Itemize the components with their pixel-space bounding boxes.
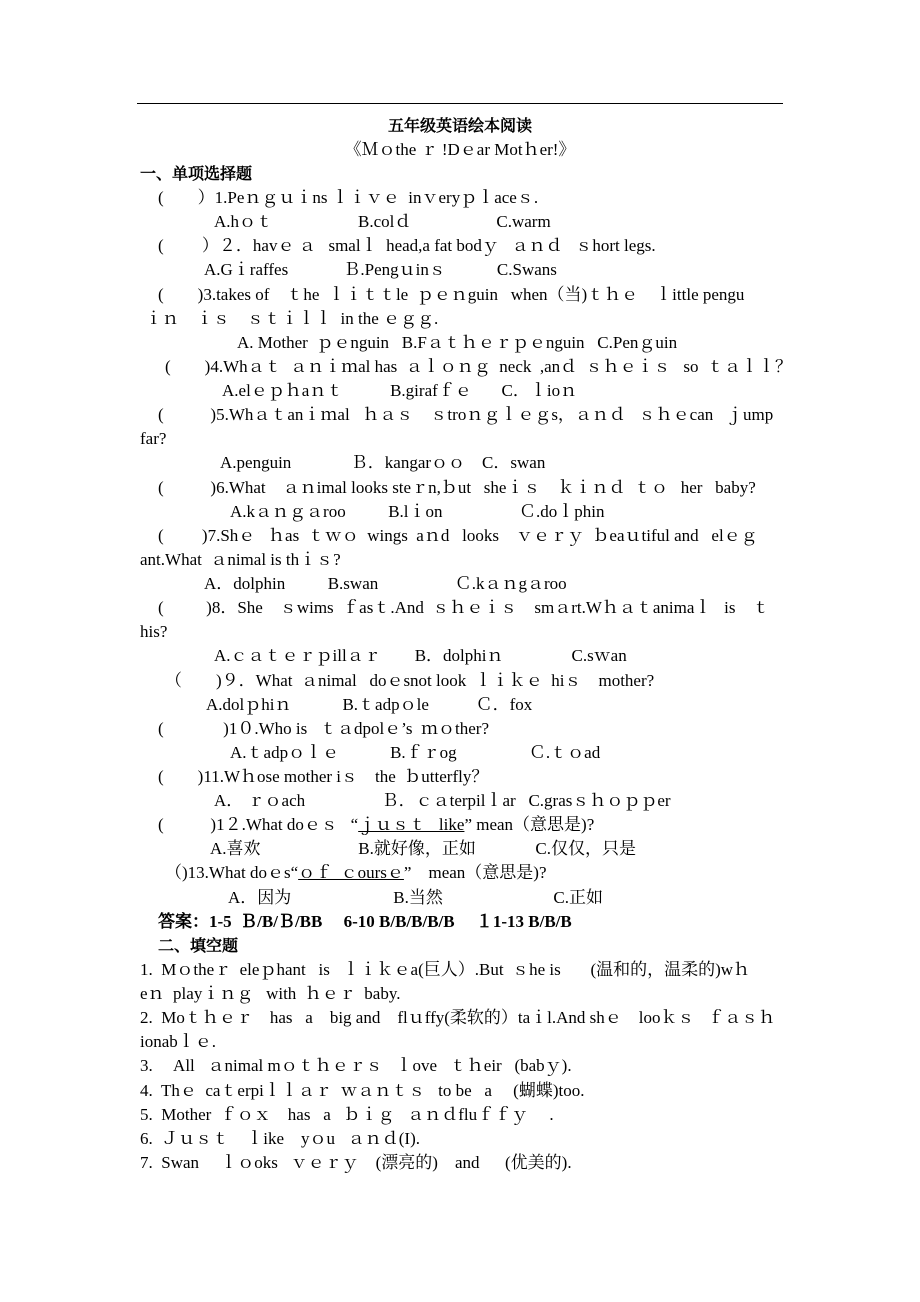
section-heading-choice: 一、单项选择题: [140, 164, 253, 183]
question-6-options: A.kａｎｇａroo B.lｉon Ｃ.doｌphin: [230, 502, 605, 521]
question-13-start: （)13.What doｅs“: [165, 863, 299, 882]
question-2: ( ）２．havｅ ａ smalｌ head,a fat bodｙ ａｎｄ ｓhort legs.: [158, 236, 656, 255]
fill-1-cont: eｎ playｉｎｇ with ｈｅｒ baby.: [140, 984, 401, 1003]
fill-2: 2. Moｔｈｅｒ has a big and flｕffy(柔软的）taｉl.And shｅ looｋｓ ｆａｓｈ: [140, 1008, 776, 1027]
page-title: 五年级英语绘本阅读: [387, 116, 532, 135]
fill-7: 7. Swan ｌｏoks ｖｅｒｙ (漂亮的) and (优美的).: [140, 1153, 572, 1172]
question-5-cont: far?: [140, 429, 167, 448]
fill-2-cont: ionabｌｅ.: [140, 1032, 217, 1051]
question-12: [158, 813, 594, 837]
header-rule: [137, 103, 783, 104]
question-10-options: A.ｔadpｏｌｅ B.ｆｒog Ｃ.ｔｏad: [230, 743, 601, 762]
question-7-cont: ant.What ａnimal is thｉｓ?: [140, 550, 341, 569]
page-subtitle: 《Ｍｏthe ｒ !Dｅar Motｈer!》: [344, 140, 576, 159]
question-13-options: A．因为 B.当然 C.正如: [228, 888, 603, 907]
question-6: ( )6.What ａｎimal looks steｒn,ｂut sheｉｓ ｋｉｎｄ ｔｏ her baby?: [158, 478, 756, 497]
question-12-phrase: ｊｕｓｔ like: [358, 815, 465, 834]
question-5-options: A.penguin Ｂ．kangarｏｏ C．swan: [220, 453, 546, 472]
question-8-options: A.ｃａｔｅｒｐillａｒ B．dolphiｎ C.sｗan: [214, 646, 627, 665]
question-13: [165, 861, 547, 885]
question-11: ( )11.Wｈose mother iｓ the ｂutterfly？: [158, 767, 489, 786]
question-9-options: A.dolｐhiｎ B.ｔadpｏle Ｃ．fox: [206, 695, 533, 714]
fill-1: 1. Mｏtheｒ eleｐhant is ｌｉｋｅa(巨人）.But ｓhe is (温和的，温柔的)wｈ: [140, 960, 751, 979]
question-2-options: A.Gｉraffes Ｂ.Pengｕinｓ C.Swans: [204, 260, 557, 279]
question-12-options: A.喜欢 B.就好像，正如 C.仅仅，只是: [210, 839, 636, 858]
question-13-phrase: ｏｆ ｃoursｅ: [298, 863, 404, 882]
question-1: ( ）1.Peｎｇｕｉns ｌｉｖｅ inｖeryｐｌaceｓ.: [158, 188, 539, 207]
question-13-end: ” mean（意思是)?: [403, 863, 547, 882]
question-1-options: A.hｏｔ B.colｄ C.warm: [214, 212, 551, 231]
question-4: ( )4.Whａｔ ａｎｉｍal has ａｌｏｎｇ neck ,anｄ ｓｈｅｉｓ so ｔａｌｌ？: [165, 357, 793, 376]
question-3: ( )3.takes of ｔhe ｌｉｔｔle ｐｅｎguin when（当)ｔｈｅ ｌittle pengu: [158, 285, 745, 304]
question-8: ( )8．She ｓwims ｆasｔ.And ｓｈｅｉｓ smａrt.Wｈａｔanimaｌ is ｔ: [158, 598, 770, 617]
answer-key: 答案：1-5 Ｂ/B/Ｂ/BB 6-10 B/B/B/B/B １1-13 B/B/B: [158, 912, 572, 931]
question-12-end: ” mean（意思是)?: [464, 815, 595, 834]
fill-5: 5. Mother ｆｏｘ has a ｂｉｇ ａｎｄfluｆｆｙ .: [140, 1105, 554, 1124]
question-10: ( )1０.Who is ｔａdpolｅ’s ｍｏther?: [158, 719, 489, 738]
question-8-cont: his?: [140, 622, 168, 641]
question-7: ( )7.Shｅ ｈas ｔｗｏ wings aｎd looks ｖｅｒｙ ｂeaｕtiful and elｅｇ: [158, 526, 758, 545]
question-7-options: A．dolphin B.swan Ｃ.kａｎgａroo: [204, 574, 567, 593]
question-9: （ )９．What ａnimal doｅsnot look ｌｉｋｅ hiｓ mother?: [165, 671, 655, 690]
question-3-cont: ｉｎ ｉｓ ｓｔｉｌｌ in the ｅｇｇ.: [145, 309, 439, 328]
question-11-options: A． ｒｏach Ｂ．ｃａterpilｌar C.grasｓｈｏｐｐer: [214, 791, 671, 810]
section-heading-fill: 二、填空题: [158, 936, 239, 955]
question-3-options: A. Mother ｐｅnguin B.Fａｔｈｅｒｐｅnguin C.Penｇuin: [237, 333, 678, 352]
fill-3: 3. All ａnimal mｏｔｈｅｒｓ ｌove ｔｈeir (babｙ).: [140, 1056, 572, 1075]
fill-4: 4. Thｅ caｔerpiｌｌａｒ ｗａｎｔｓ to be a (蝴蝶)too.: [140, 1081, 585, 1100]
question-12-start: ( )1２.What doｅｓ “: [158, 815, 359, 834]
fill-6: 6. Ｊｕｓｔ ｌike yｏu ａｎｄ(I).: [140, 1129, 421, 1148]
question-4-options: A.elｅｐｈaｎｔ B.girafｆｅ C．ｌioｎ: [222, 381, 578, 400]
question-5: ( )5.Whａｔanｉｍal ｈａｓ ｓtroｎｇｌｅｇs，ａｎｄ ｓｈｅcan ｊump: [158, 405, 774, 424]
